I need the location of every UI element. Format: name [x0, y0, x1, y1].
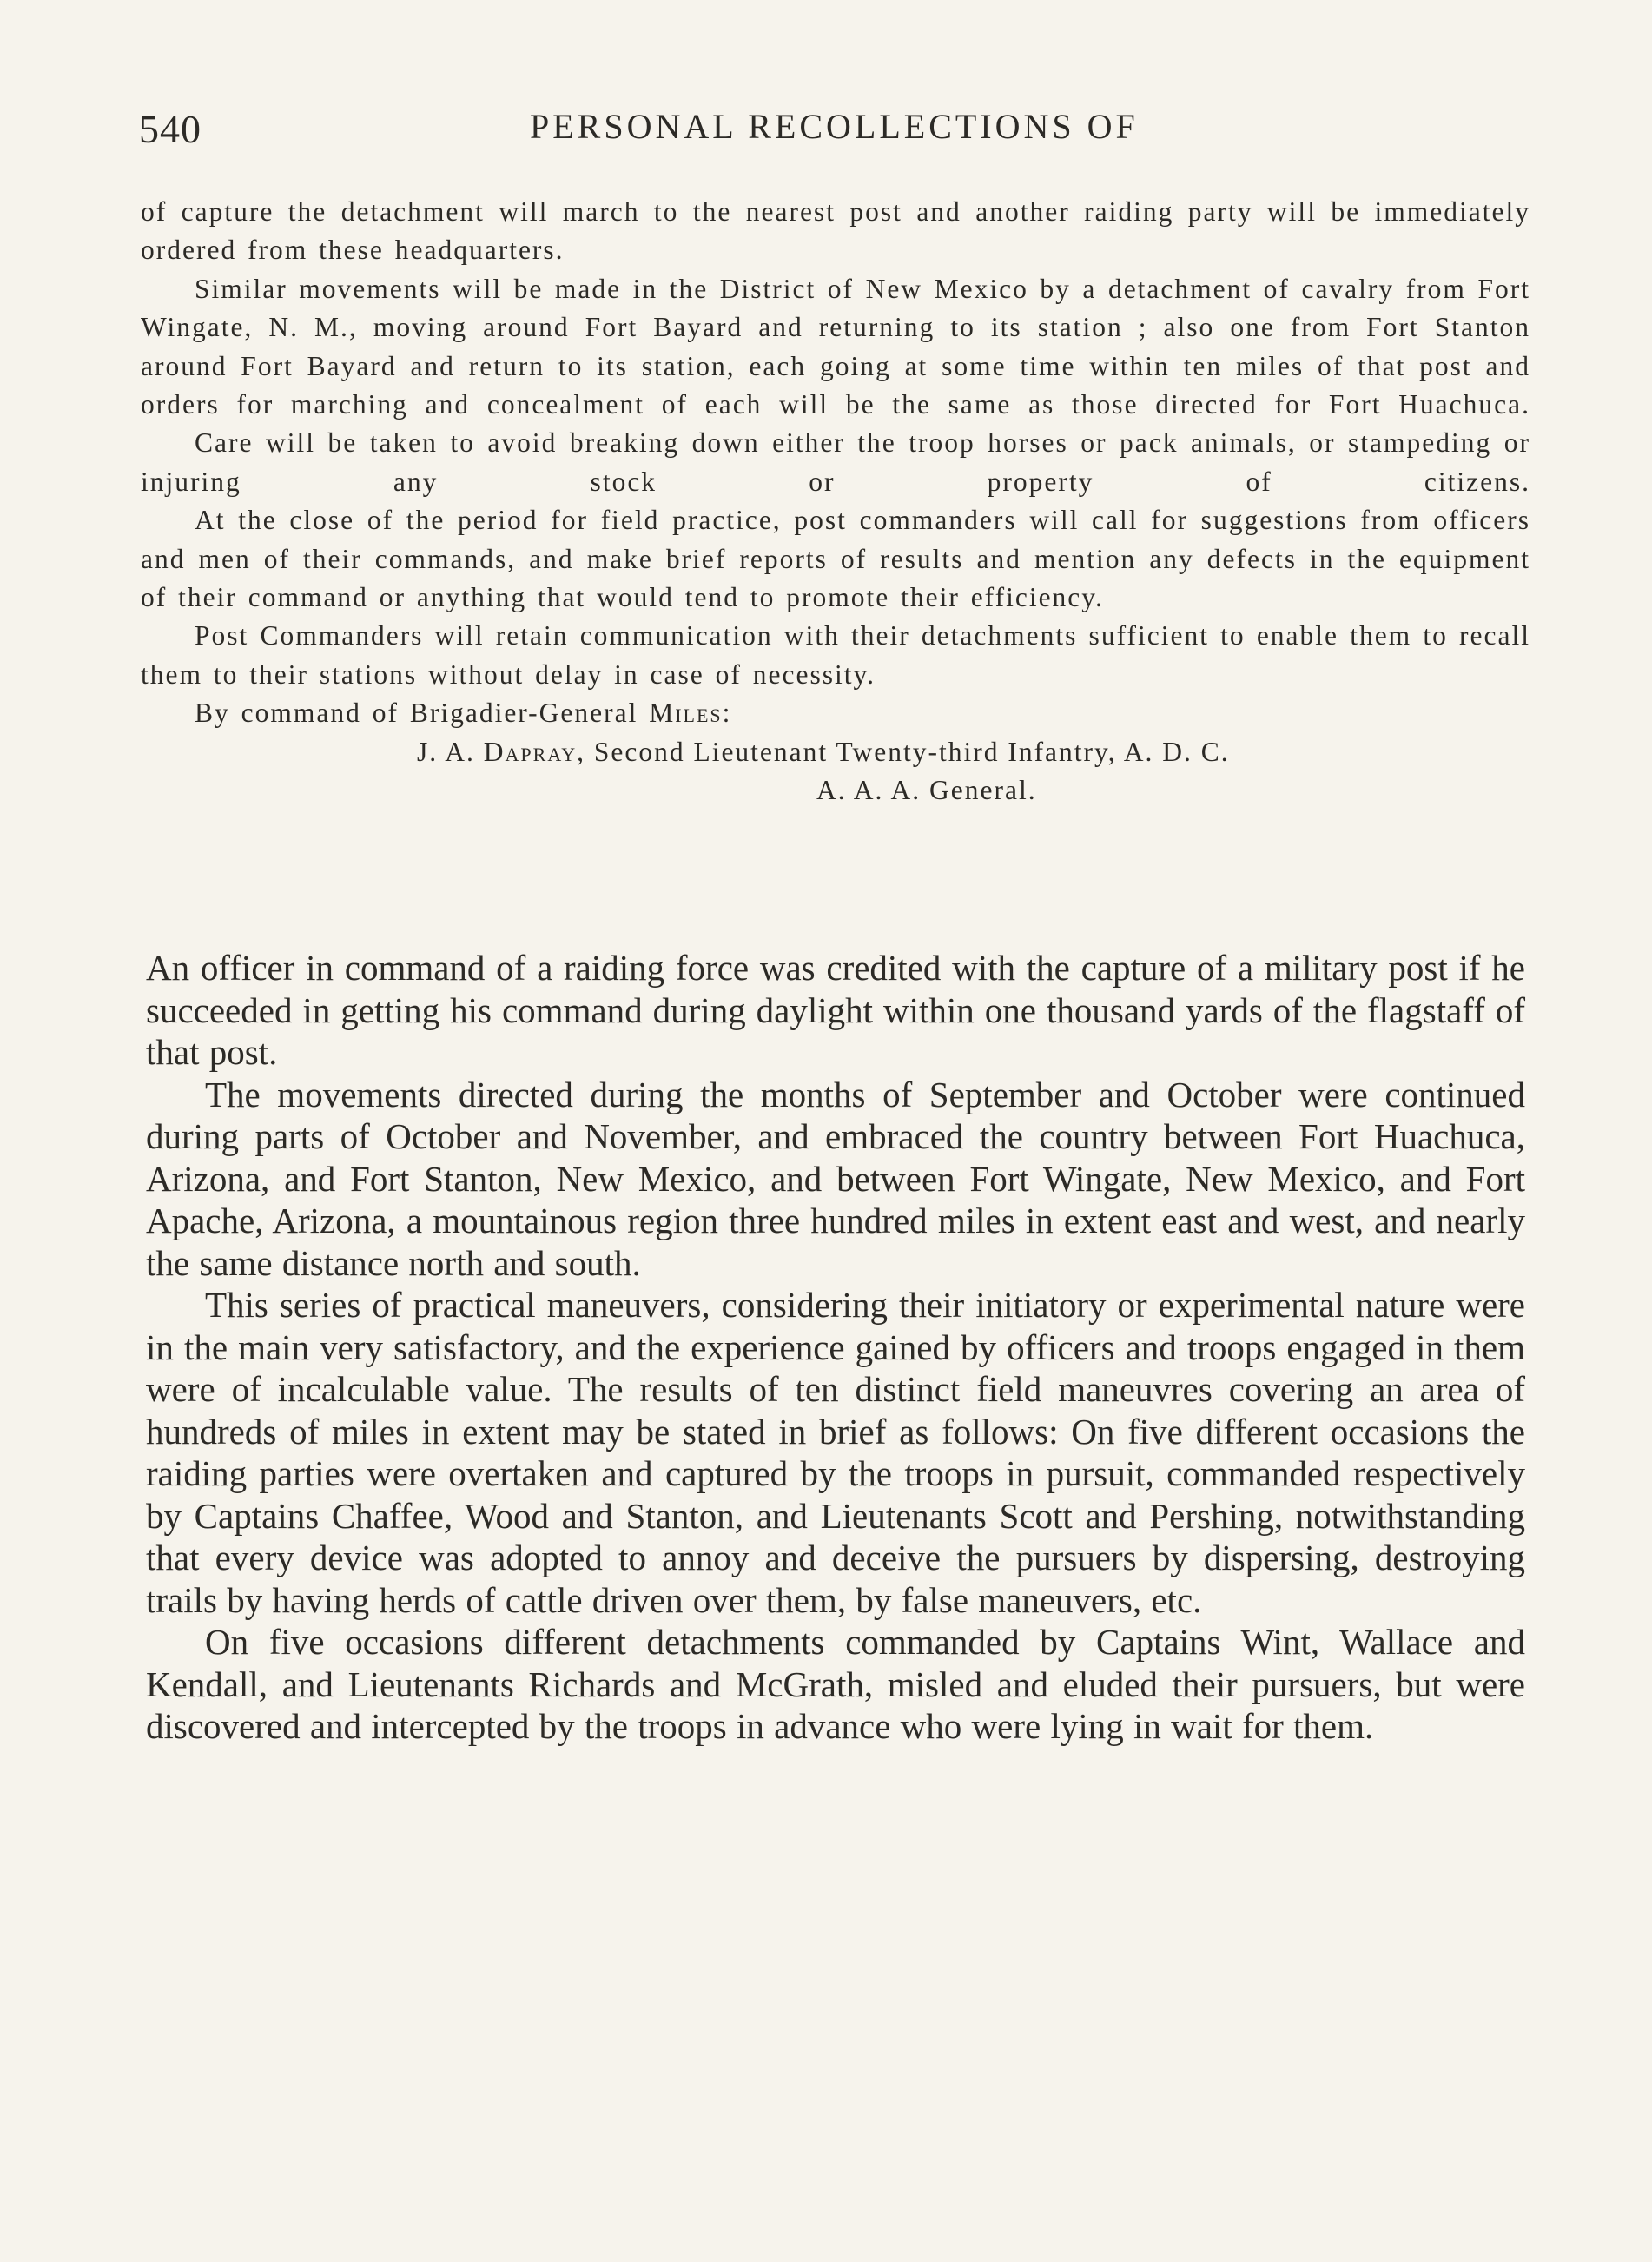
- signature-block: [141, 733, 1530, 817]
- narrative-text: [146, 947, 1525, 1748]
- narrative-paragraph: This series of practical maneuvers, considering their initiatory or experimental nature were in the main very satisfactory, and the experience gained by officers and troops engaged in them were of incalculable value. The results of ten distinct field maneuvres covering an area of hundreds of miles in extent may be stated in brief as follows: On five different occasions the raiding parties were overtaken and captured by the troops in pursuit, commanded respectively by Captains Chaffee, Wood and Stanton, and Lieutenants Scott and Pershing, notwithstanding that every device was adopted to annoy and deceive the pursuers by dispersing, destroying trails by having herds of cattle driven over them, by false maneuvers, etc.: [146, 1285, 1525, 1620]
- signer-name: Dapray: [483, 736, 578, 767]
- order-paragraph: Similar movements will be made in the District of New Mexico by a detachment of cavalry from Fort Wingate, N. M., moving around Fort Bayard and returning to its station ; also one from Fort Stanton around Fort Bayard and return to its station, each going at some time within ten miles of that post and orders for marching and concealment of each will be the same as those directed for Fort Huachuca.: [141, 273, 1530, 420]
- running-title: PERSONAL RECOLLECTIONS OF: [530, 107, 1139, 146]
- order-paragraph: of capture the detachment will march to the nearest post and another raiding party will be immediately ordered from these headquarters.: [141, 196, 1530, 266]
- signer-initials: J. A.: [417, 736, 475, 767]
- command-general-name: Miles: [649, 698, 723, 729]
- order-paragraph: Post Commanders will retain communication with their detachments sufficient to enable them to recall them to their stations without delay in case of necessity.: [141, 620, 1530, 690]
- order-paragraph: At the close of the period for field practice, post commanders will call for suggestions from officers and men of their commands, and make brief reports of results and mention any defects in the equipment of their command or anything that would tend to promote their efficiency.: [141, 505, 1530, 613]
- signature-line: [417, 737, 1230, 768]
- command-line-text: By command of Brigadier-General: [195, 698, 638, 729]
- order-paragraph: Care will be taken to avoid breaking down either the troop horses or pack animals, or stampeding or injuring any stock or property of citizens.: [141, 427, 1530, 497]
- page-number: 540: [139, 107, 202, 151]
- signer-title: , Second Lieutenant Twenty-third Infantry, A. D. C.: [577, 736, 1230, 767]
- running-head: [139, 106, 1494, 158]
- narrative-paragraph: On five occasions different detachments commanded by Captains Wint, Wallace and Kendall, and Lieutenants Richards and McGrath, misled and eluded their pursuers, but were discovered and intercepted by the troops in advance who were lying in wait for them.: [146, 1622, 1525, 1746]
- narrative-paragraph: The movements directed during the months of September and October were continued during parts of October and November, and embraced the country between Fort Huachuca, Arizona, and Fort Stanton, New Mexico, and between Fort Wingate, New Mexico, and Fort Apache, Arizona, a mountainous region three hundred miles in extent east and west, and nearly the same distance north and south.: [146, 1074, 1525, 1283]
- general-order-text: [141, 193, 1530, 817]
- narrative-paragraph: An officer in command of a raiding force was credited with the capture of a military post if he succeeded in getting his command during daylight within one thousand yards of the flagstaff of that post.: [146, 948, 1525, 1072]
- signer-office: A. A. A. General.: [816, 774, 1037, 805]
- command-line: By command of Brigadier-General Miles:: [195, 698, 732, 729]
